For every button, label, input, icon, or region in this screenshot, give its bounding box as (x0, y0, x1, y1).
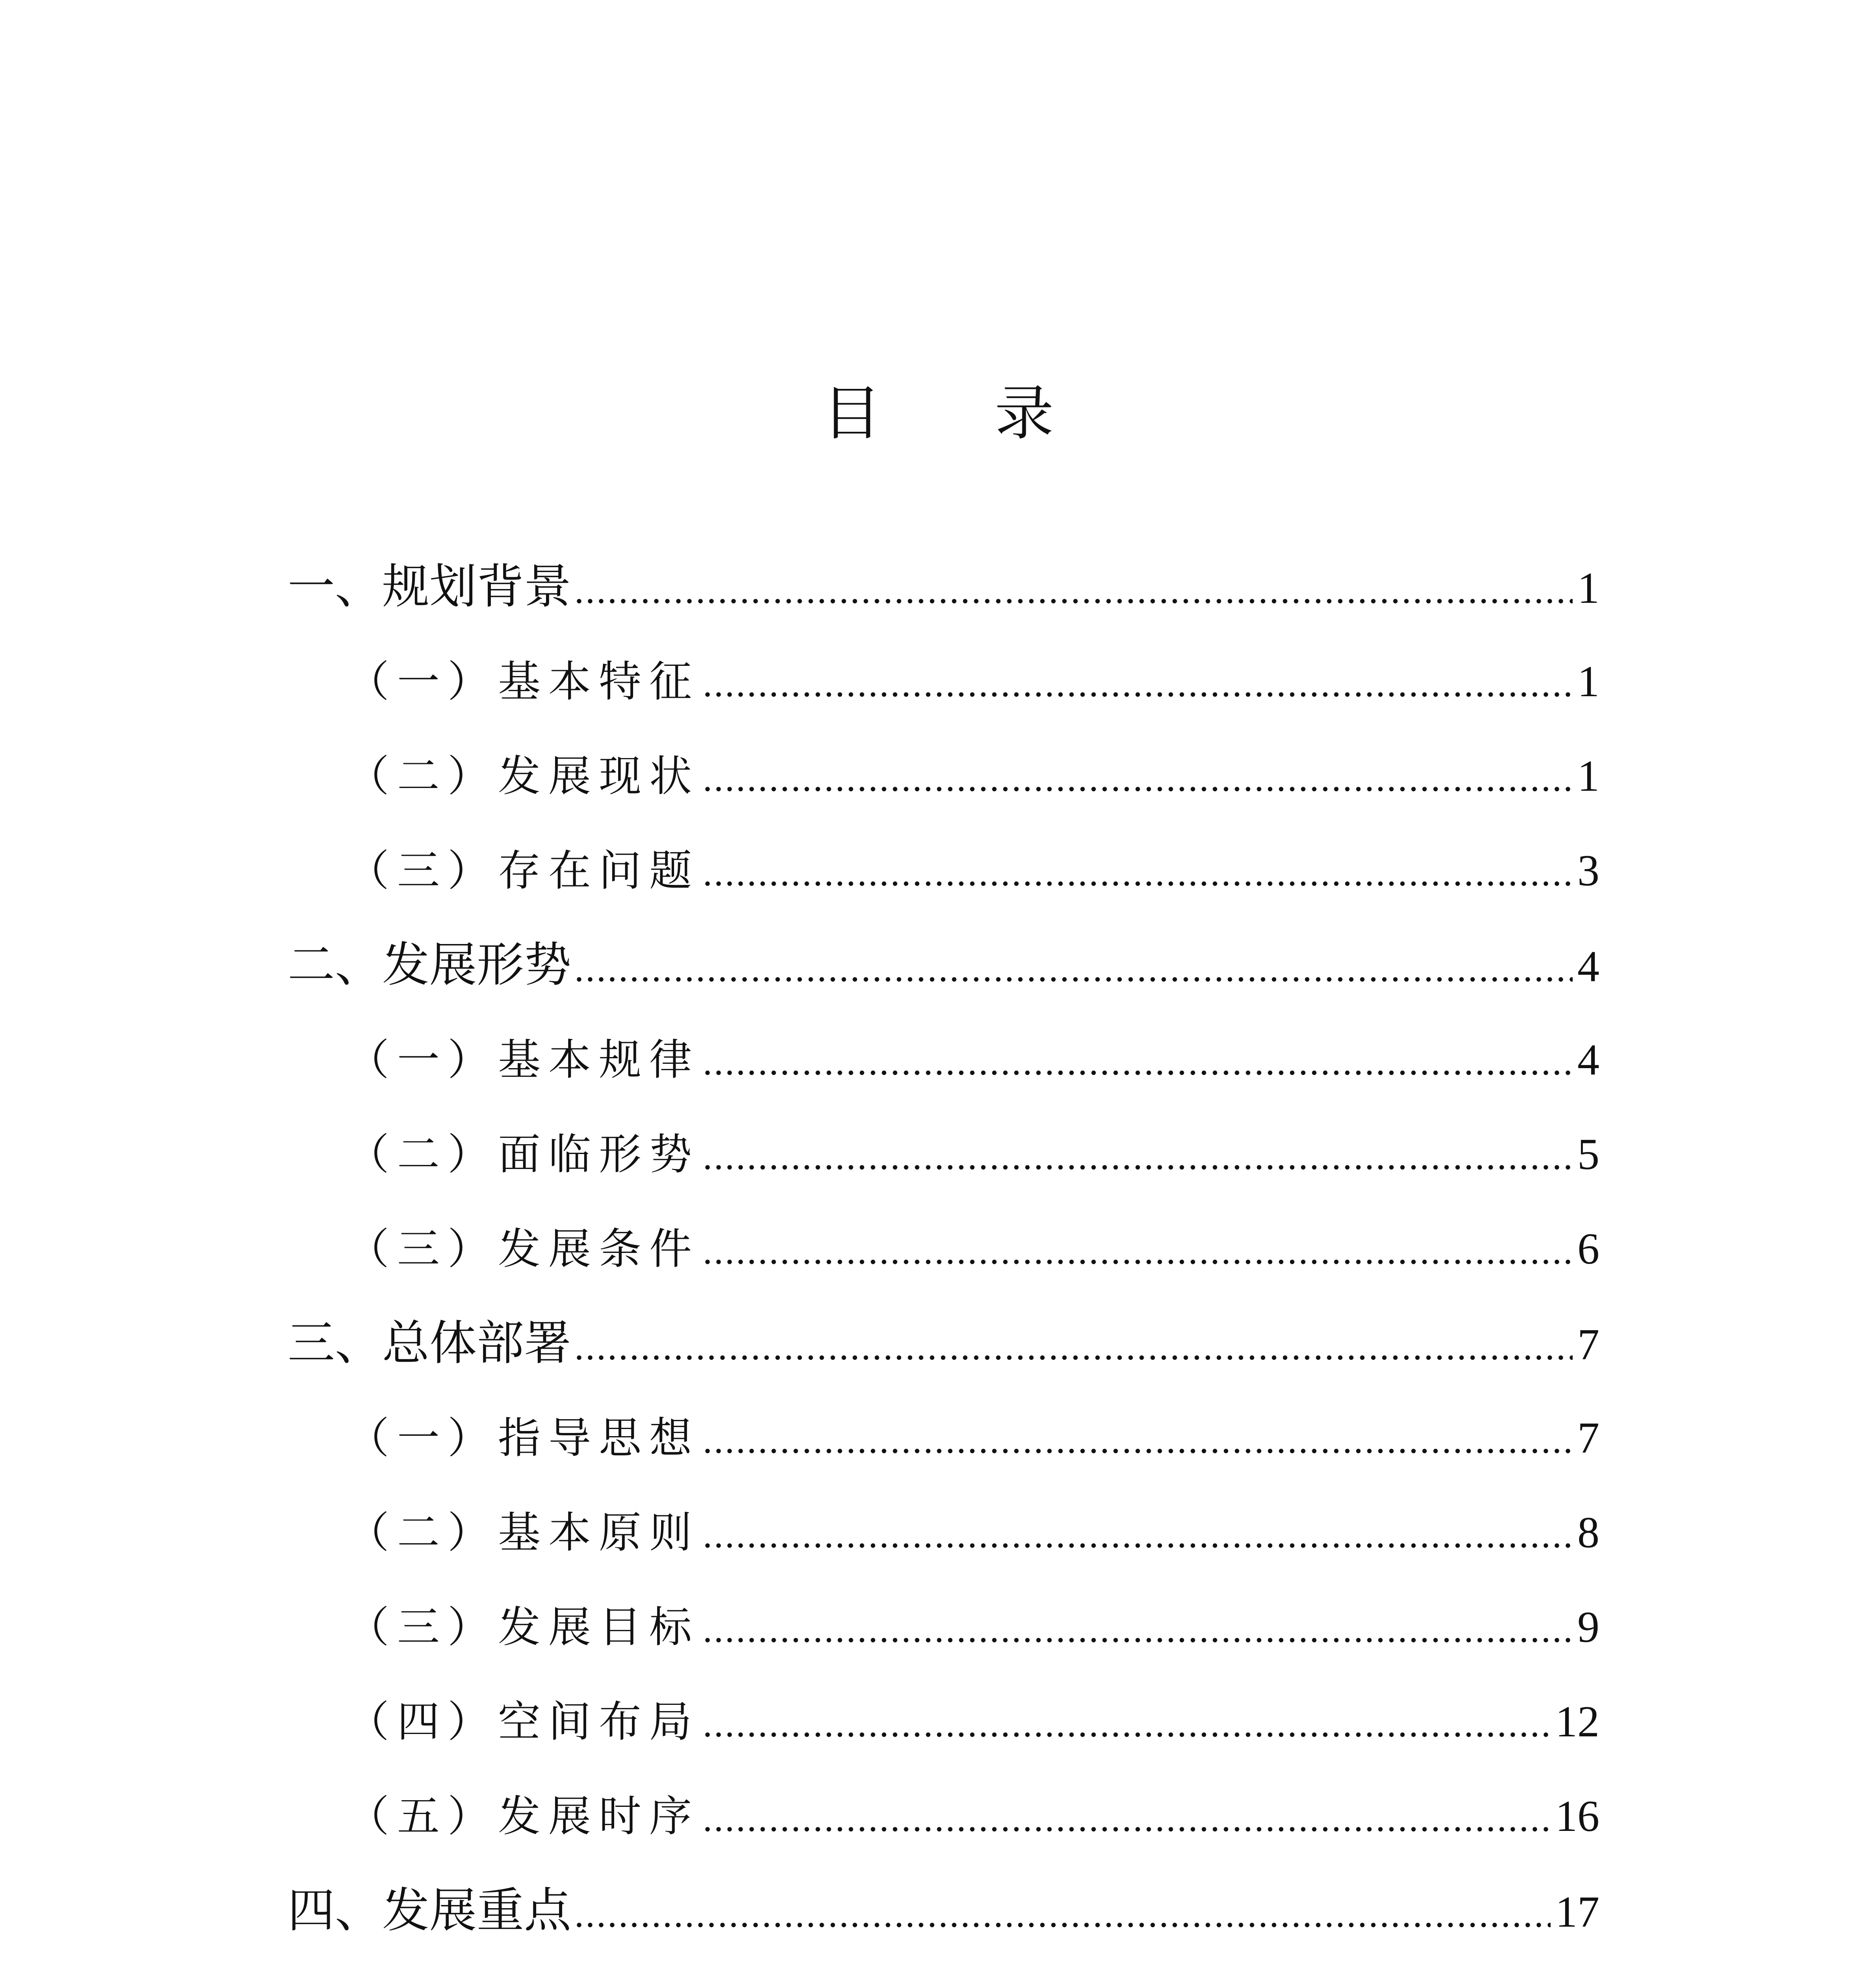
toc-dot-leader (703, 1771, 1551, 1866)
toc-page-number: 8 (1577, 1508, 1599, 1557)
toc-page-number: 4 (1577, 942, 1599, 991)
toc-page-number: 1 (1577, 752, 1599, 801)
toc-dot-leader (804, 1960, 1551, 1970)
toc-dot-leader (703, 825, 1573, 920)
toc-entry[interactable] (288, 1296, 1599, 1391)
toc-page-number: 1 (1577, 657, 1599, 706)
toc-page-number: 17 (1555, 1888, 1599, 1937)
toc-entry-label: （三）发展条件 (347, 1225, 700, 1274)
toc-page-number: 12 (1555, 1697, 1599, 1746)
toc-page-number: 6 (1577, 1225, 1599, 1273)
toc-entry[interactable] (288, 540, 1599, 634)
table-of-contents (288, 540, 1599, 1970)
toc-dot-leader (574, 921, 1573, 1016)
toc-entry-label: （三）发展目标 (347, 1603, 700, 1652)
toc-page-number: 4 (1577, 1035, 1599, 1084)
toc-entry[interactable] (288, 1769, 1599, 1864)
toc-entry-label: （一）指导思想 (347, 1414, 700, 1463)
toc-dot-leader (574, 1867, 1551, 1961)
toc-dot-leader (703, 1676, 1551, 1771)
toc-entry[interactable] (288, 729, 1599, 823)
toc-dot-leader (574, 1299, 1573, 1394)
toc-entry-label (347, 1959, 801, 1970)
toc-entry[interactable] (288, 634, 1599, 729)
toc-entry[interactable] (288, 1485, 1599, 1580)
toc-entry[interactable] (288, 823, 1599, 918)
toc-entry[interactable] (288, 1674, 1599, 1769)
toc-page-number: 16 (1555, 1792, 1599, 1841)
toc-page-number (1555, 1958, 1599, 1970)
toc-entry[interactable] (288, 1580, 1599, 1674)
toc-dot-leader (574, 543, 1573, 637)
toc-entry[interactable] (288, 1864, 1599, 1958)
toc-entry-label: （五）发展时序 (347, 1792, 700, 1841)
toc-dot-leader (703, 636, 1573, 731)
toc-entry-label: （三）存在问题 (347, 846, 700, 896)
toc-entry-label: （二）发展现状 (347, 752, 700, 801)
toc-page-number: 5 (1577, 1130, 1599, 1179)
toc-entry-label: （二）基本原则 (347, 1508, 700, 1557)
toc-dot-leader (703, 1582, 1573, 1676)
toc-page-number: 7 (1577, 1320, 1599, 1369)
toc-dot-leader (703, 1487, 1573, 1582)
toc-entry-label: 四、发展重点 (288, 1883, 571, 1938)
toc-entry[interactable] (288, 1107, 1599, 1202)
toc-entry[interactable] (288, 1958, 1599, 1970)
toc-dot-leader (703, 1015, 1573, 1109)
toc-entry-label: 二、发展形势 (288, 938, 571, 992)
toc-page-number: 7 (1577, 1414, 1599, 1463)
toc-dot-leader (703, 1204, 1573, 1298)
toc-entry-label: （二）面临形势 (347, 1130, 700, 1179)
toc-entry-label: （四）空间布局 (347, 1697, 700, 1747)
toc-entry[interactable] (288, 1202, 1599, 1296)
toc-page-number: 3 (1577, 846, 1599, 895)
toc-entry[interactable] (288, 1013, 1599, 1107)
toc-entry[interactable] (288, 918, 1599, 1013)
toc-entry-label: （一）基本规律 (347, 1035, 700, 1085)
toc-page-number: 1 (1577, 564, 1599, 613)
toc-entry-label: 一、规划背景 (288, 559, 571, 614)
toc-entry-label: （一）基本特征 (347, 657, 700, 706)
toc-dot-leader (703, 1109, 1573, 1204)
toc-page-number: 9 (1577, 1603, 1599, 1652)
toc-entry-label: 三、总体部署 (288, 1316, 571, 1371)
page-title: 目 录 (822, 379, 1101, 448)
toc-entry[interactable] (288, 1391, 1599, 1485)
toc-dot-leader (703, 731, 1573, 825)
toc-dot-leader (703, 1393, 1573, 1487)
